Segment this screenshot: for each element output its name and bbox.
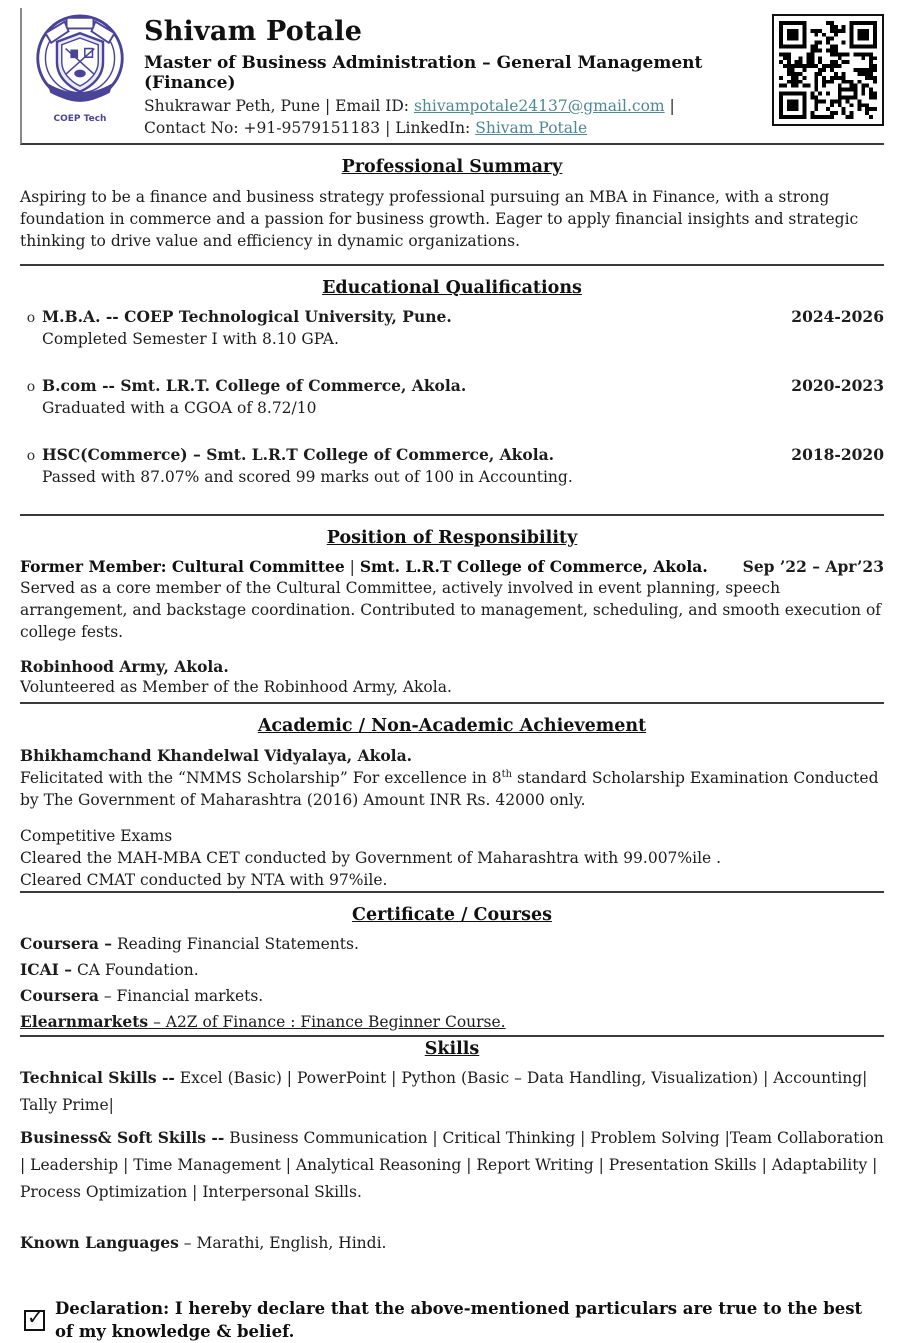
technical-skills-line <box>20 1064 884 1119</box>
education-years: 2020-2023 <box>791 376 884 395</box>
section-title-achievement: Academic / Non-Academic Achievement <box>257 716 647 736</box>
declaration-block <box>20 1298 884 1343</box>
achievement-school: Bhikhamchand Khandelwal Vidyalaya, Akola. <box>20 746 413 765</box>
education-detail: Passed with 87.07% and scored 99 marks out of 100 in Accounting. <box>42 468 573 486</box>
header-text <box>144 12 758 137</box>
section-divider <box>20 264 884 266</box>
separator: | <box>385 119 391 137</box>
known-languages-list: – Marathi, English, Hindi. <box>178 1234 387 1253</box>
competitive-exams-heading: Competitive Exams <box>20 827 173 845</box>
qr-code <box>772 14 884 126</box>
education-degree: M.B.A. -- COEP Technological University, Pune. <box>42 307 452 326</box>
bullet-icon: o <box>26 379 36 395</box>
exam-result-line: Cleared CMAT conducted by NTA with 97%ile. <box>20 871 388 889</box>
declaration-text: Declaration: I hereby declare that the above-mentioned particulars are true to the best of my knowledge & belief. <box>55 1299 863 1341</box>
email-link[interactable]: shivampotale24137@gmail.com <box>413 97 665 115</box>
checkmark-icon: ✓ <box>27 1305 44 1330</box>
separator: | <box>324 97 331 115</box>
certificate-provider: ICAI – <box>20 959 73 979</box>
por-description: Served as a core member of the Cultural Committee, actively involved in event planning, speech arrangement, and backstage coordination. Contributed to management, scheduling, and smooth execution of college fests. <box>20 579 882 641</box>
section-divider <box>20 702 884 704</box>
certificate-item <box>20 934 884 955</box>
contact-number: +91-9579151183 <box>243 119 381 137</box>
bullet-icon: o <box>26 310 36 326</box>
contact-line <box>144 119 758 137</box>
known-languages-label: Known Languages <box>20 1233 179 1253</box>
exam-result-line: Cleared the MAH-MBA CET conducted by Government of Maharashtra with 99.007%ile . <box>20 849 722 867</box>
technical-skills-list: Excel (Basic) | PowerPoint | Python (Basic – Data Handling, Visualization) | Accounting| Tally Prime| <box>20 1068 868 1114</box>
contact-label: Contact No: <box>144 119 239 137</box>
superscript-th: th <box>501 768 513 780</box>
por-org-robinhood: Robinhood Army, Akola. <box>20 657 229 676</box>
section-title-professional-summary: Professional Summary <box>341 157 563 177</box>
address-text: Shukrawar Peth, Pune <box>144 97 321 115</box>
known-languages-line <box>20 1232 884 1254</box>
section-title-skills: Skills <box>424 1038 480 1059</box>
linkedin-label: LinkedIn: <box>395 119 471 137</box>
por-org: Smt. L.R.T College of Commerce, Akola. <box>359 557 708 576</box>
certificate-provider: Coursera <box>20 985 99 1005</box>
certificate-item <box>20 1012 884 1035</box>
soft-skills-list: Business Communication | Critical Thinking | Problem Solving |Team Collaboration | Leadership | Time Management | Analytical Reasoning | Report Writing | Presentation Skills | Adaptability | Process Optimization | Interpersonal Skills. <box>20 1128 884 1202</box>
certificate-item <box>20 960 884 981</box>
section-divider <box>20 514 884 516</box>
bullet-icon: o <box>26 448 36 464</box>
certificate-provider: Elearnmarkets <box>20 1011 149 1031</box>
email-label: Email ID: <box>335 97 409 115</box>
logo-caption: COEP Tech <box>53 114 107 124</box>
education-detail: Graduated with a CGOA of 8.72/10 <box>42 399 317 417</box>
certificate-course: – A2Z of Finance : Finance Beginner Course. <box>148 1012 506 1031</box>
education-degree: B.com -- Smt. LR.T. College of Commerce, Akola. <box>42 376 467 395</box>
section-title-certificates: Certificate / Courses <box>352 905 552 925</box>
professional-summary-text: Aspiring to be a finance and business strategy professional pursuing an MBA in Finance, with a strong foundation in commerce and a passion for business growth. Eager to apply financial insights and strategic thinking to drive value and efficiency in dynamic organizations. <box>20 188 859 250</box>
certificate-course: – Financial markets. <box>98 986 264 1005</box>
coep-logo <box>30 12 130 124</box>
address-line <box>144 97 758 115</box>
education-years: 2024-2026 <box>791 307 884 326</box>
section-title-education: Educational Qualifications <box>322 278 582 298</box>
por-description: Volunteered as Member of the Robinhood Army, Akola. <box>20 678 452 696</box>
section-title-por: Position of Responsibility <box>326 528 578 548</box>
achievement-detail: Felicitated with the “NMMS Scholarship” For excellence in 8th standard Scholarship Examination Conducted by The Government of Maharashtra (2016) Amount INR Rs. 42000 only. <box>20 768 879 809</box>
candidate-name: Shivam Potale <box>144 16 363 47</box>
coep-crest-icon <box>32 12 128 112</box>
certificate-provider: Coursera – <box>20 934 113 953</box>
declaration-checkbox[interactable] <box>24 1305 45 1331</box>
section-divider <box>20 891 884 893</box>
section-divider <box>20 1035 884 1037</box>
education-item-bcom <box>20 376 884 419</box>
soft-skills-line <box>20 1124 884 1206</box>
certificate-item <box>20 986 884 1007</box>
por-entry-heading <box>20 557 884 576</box>
education-item-hsc <box>20 445 884 488</box>
education-degree: HSC(Commerce) – Smt. L.R.T College of Commerce, Akola. <box>42 445 555 464</box>
resume-header <box>20 8 884 145</box>
separator: | <box>349 558 355 576</box>
soft-skills-label: Business& Soft Skills -- <box>20 1127 225 1147</box>
separator: | <box>669 97 675 115</box>
degree-title: Master of Business Administration – General Management (Finance) <box>144 53 703 93</box>
por-dates: Sep ’22 – Apr’23 <box>742 557 884 576</box>
certificate-course: CA Foundation. <box>72 960 199 979</box>
education-item-mba <box>20 307 884 350</box>
education-years: 2018-2020 <box>791 445 884 464</box>
linkedin-link[interactable]: Shivam Potale <box>475 119 588 137</box>
certificate-course: Reading Financial Statements. <box>112 935 359 953</box>
por-role: Former Member: Cultural Committee <box>20 557 345 576</box>
technical-skills-label: Technical Skills -- <box>20 1067 175 1087</box>
education-detail: Completed Semester I with 8.10 GPA. <box>42 330 339 348</box>
